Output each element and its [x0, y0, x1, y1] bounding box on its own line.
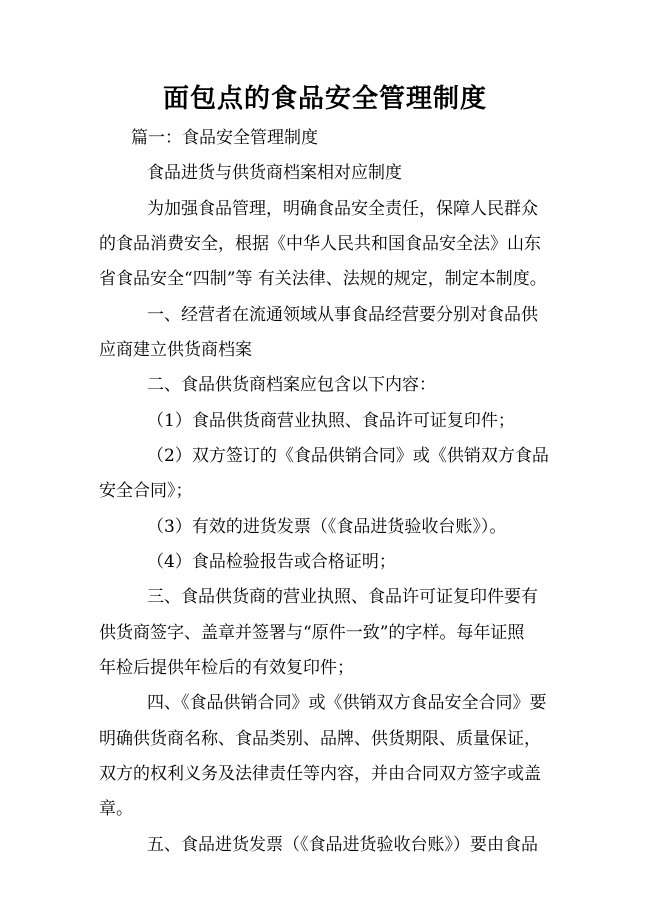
list-item: 安全合同》；: [99, 481, 193, 501]
list-item: （2）双方签订的《食品供销合同》或《供销双方食品: [147, 446, 549, 466]
paragraph-line: 二、食品供货商档案应包含以下内容：: [147, 375, 436, 395]
list-item: （4）食品检验报告或合格证明；: [147, 552, 396, 572]
paragraph-line: 的食品消费安全，根据《中华人民共和国食品安全法》山东: [99, 234, 541, 254]
paragraph-line: 四、《食品供销合同》或《供销双方食品安全合同》要: [147, 693, 547, 713]
paragraph-line: 一、经营者在流通领域从事食品经营要分别对食品供: [147, 305, 538, 325]
paragraph-line: 年检后提供年检后的有效复印件；: [99, 658, 354, 678]
paragraph-line: 应商建立供货商档案: [99, 340, 252, 360]
paragraph-line: 五、食品进货发票（《食品进货验收台账》）要由食品: [147, 835, 538, 855]
section-heading: 篇一：食品安全管理制度: [131, 128, 318, 148]
list-item: （1）食品供货商营业执照、食品许可证复印件；: [147, 411, 515, 431]
subsection-heading: 食品进货与供货商档案相对应制度: [147, 163, 402, 183]
paragraph-line: 双方的权利义务及法律责任等内容，并由合同双方签字或盖: [99, 764, 541, 784]
paragraph-line: 章。: [99, 799, 133, 819]
paragraph-line: 三、食品供货商的营业执照、食品许可证复印件要有: [147, 587, 538, 607]
paragraph-line: 明确供货商名称、食品类别、品牌、供货期限、质量保证，: [99, 729, 541, 749]
document-title: 面包点的食品安全管理制度: [162, 84, 487, 114]
paragraph-line: 省食品安全“四制”等 有关法律、法规的规定，制定本制度。: [99, 269, 547, 289]
paragraph-line: 为加强食品管理，明确食品安全责任，保障人民群众: [147, 199, 538, 219]
paragraph-line: 供货商签字、盖章并签署与“原件一致”的字样。每年证照: [99, 623, 525, 643]
list-item: （3）有效的进货发票（《食品进货验收台账》）。: [147, 517, 507, 537]
